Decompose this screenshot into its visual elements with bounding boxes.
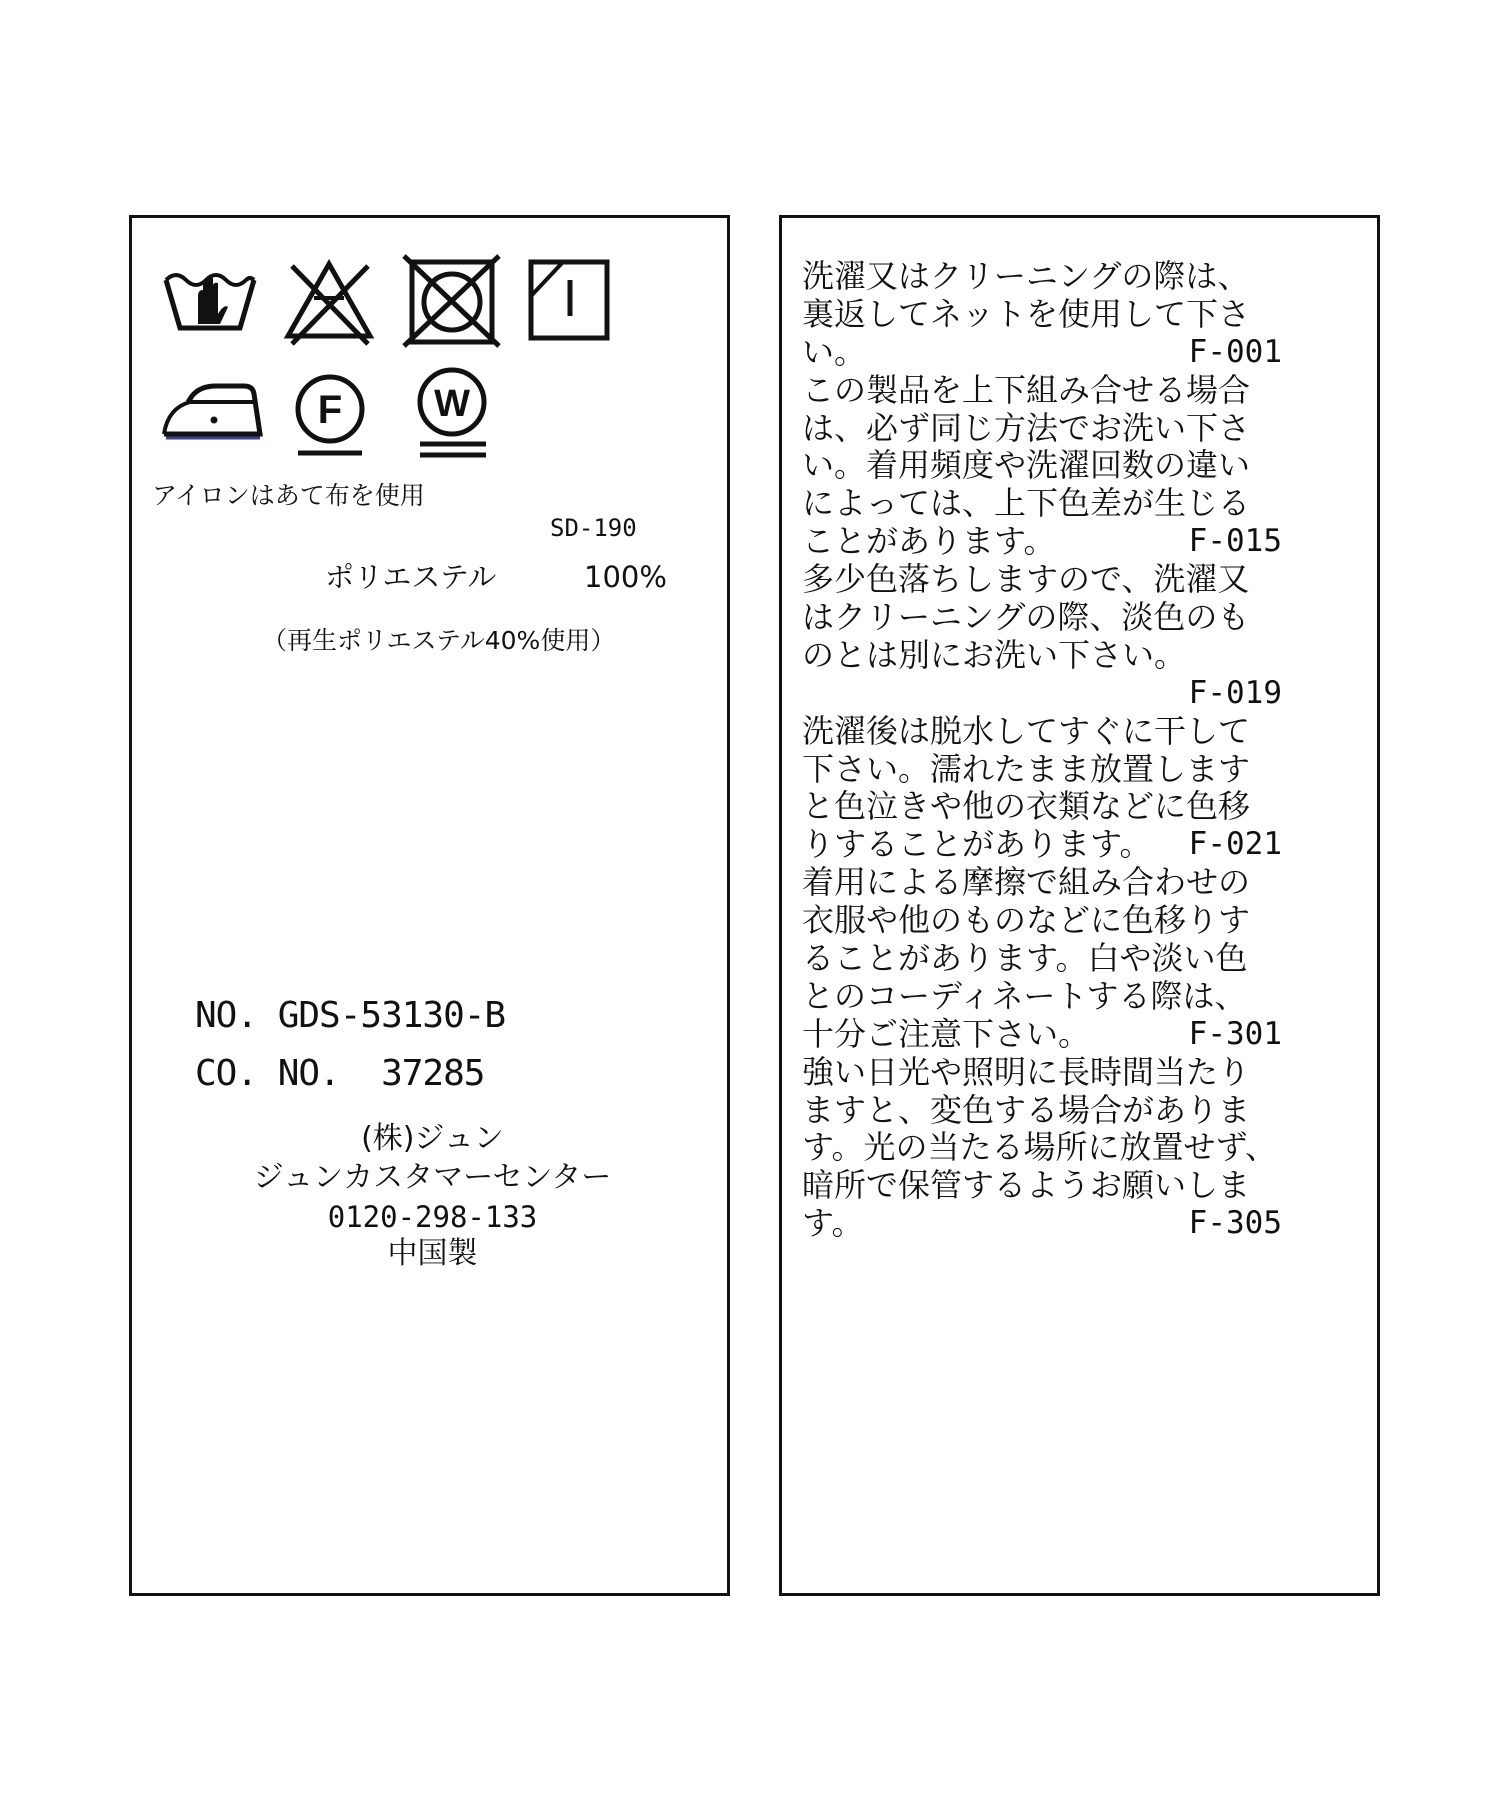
fiber-percent: 100% [584,560,667,594]
care-line [802,1054,1282,1092]
care-line-text: 衣服や他のものなどに色移りす [802,901,1251,940]
care-instructions [802,258,1282,1243]
country-of-origin: 中国製 [387,1236,478,1271]
phone-number: 0120-298-133 [327,1200,538,1234]
care-line-text: 多少色落ちしますので、洗濯又 [802,560,1250,599]
care-line [802,1092,1282,1130]
care-line [802,675,1282,713]
care-code: F-019 [1188,674,1282,711]
care-line [802,485,1282,523]
care-line-text: はクリーニングの際、淡色のも [802,598,1250,637]
care-code: F-305 [1188,1205,1282,1242]
care-label-right [779,215,1380,1596]
care-line [802,1129,1282,1167]
care-line [802,1205,1282,1243]
care-code: F-015 [1188,523,1282,560]
care-line-text: この製品を上下組み合せる場合 [802,370,1251,409]
wet-clean-letter: W [434,383,470,425]
care-line [802,637,1282,675]
customer-center: ジュンカスタマーセンター [253,1160,612,1195]
care-line [802,902,1282,940]
care-line-text: す。光の当たる場所に放置せず、 [802,1128,1277,1167]
care-line-text: い。 [802,332,867,371]
care-line-text: りすることがあります。 [802,825,1152,864]
care-line-text: ますと、変色する場合がありま [802,1090,1251,1129]
care-line-text: す。 [802,1204,864,1243]
care-label-left [129,215,730,1596]
care-line-text: によっては、上下色差が生じる [802,484,1251,523]
care-line-text: 洗濯後は脱水してすぐに干して [802,711,1251,750]
care-line-text: ことがあります。 [802,522,1056,561]
no-bleach-icon [282,256,377,346]
care-line [802,1167,1282,1205]
care-line-text: は、必ず同じ方法でお洗い下さ [802,408,1251,447]
no-tumble-dry-icon [404,256,499,346]
care-line-text: とのコーディネートする際は、 [802,976,1247,1015]
sd-code: SD-190 [550,514,637,542]
product-number: NO. GDS-53130-B [195,995,506,1036]
care-line [802,334,1282,372]
hand-wash-icon [162,266,257,336]
dry-clean-letter: F [317,388,343,432]
care-line [802,940,1282,978]
care-line-text: 洗濯又はクリーニングの際は、 [802,257,1250,295]
care-line [802,599,1282,637]
care-line [802,372,1282,410]
care-line [802,788,1282,826]
care-code: F-301 [1188,1015,1282,1052]
fiber-note: （再生ポリエステル40%使用） [262,626,616,655]
fiber-name: ポリエステル [325,560,497,594]
care-line [802,447,1282,485]
care-line [802,1016,1282,1054]
care-line [802,826,1282,864]
care-line [802,751,1282,789]
care-line [802,561,1282,599]
care-line-text: 十分ご注意下さい。 [802,1014,1091,1053]
care-code: F-021 [1188,826,1282,863]
dry-clean-f-icon [292,373,372,463]
care-line-text: と色泣きや他の衣類などに色移 [802,787,1251,826]
color-number: CO. NO. 37285 [195,1053,485,1094]
care-code: F-001 [1188,333,1282,370]
care-line-text: のとは別にお洗い下さい。 [802,635,1187,674]
wet-clean-w-icon [414,366,494,462]
iron-note: アイロンはあて布を使用 [152,481,425,510]
care-line-text: い。着用頻度や洗濯回数の違い [802,446,1251,485]
care-line [802,713,1282,751]
care-line [802,978,1282,1016]
care-line [802,296,1282,334]
care-line [802,258,1282,296]
care-line-text: 着用による摩擦で組み合わせの [802,863,1251,902]
care-line-text: 下さい。濡れたまま放置します [802,749,1251,788]
care-line-text: 強い日光や照明に長時間当たり [802,1052,1251,1091]
iron-low-temp-icon [160,378,265,443]
care-line [802,410,1282,448]
care-line [802,864,1282,902]
care-line [802,523,1282,561]
care-line-text: ることがあります。白や淡い色 [802,939,1248,978]
care-line-text: 暗所で保管するようお願いしま [802,1166,1251,1205]
company-name: (株)ジュン [361,1121,504,1156]
line-dry-shade-icon [525,256,615,346]
care-line-text: 裏返してネットを使用して下さ [802,294,1251,333]
